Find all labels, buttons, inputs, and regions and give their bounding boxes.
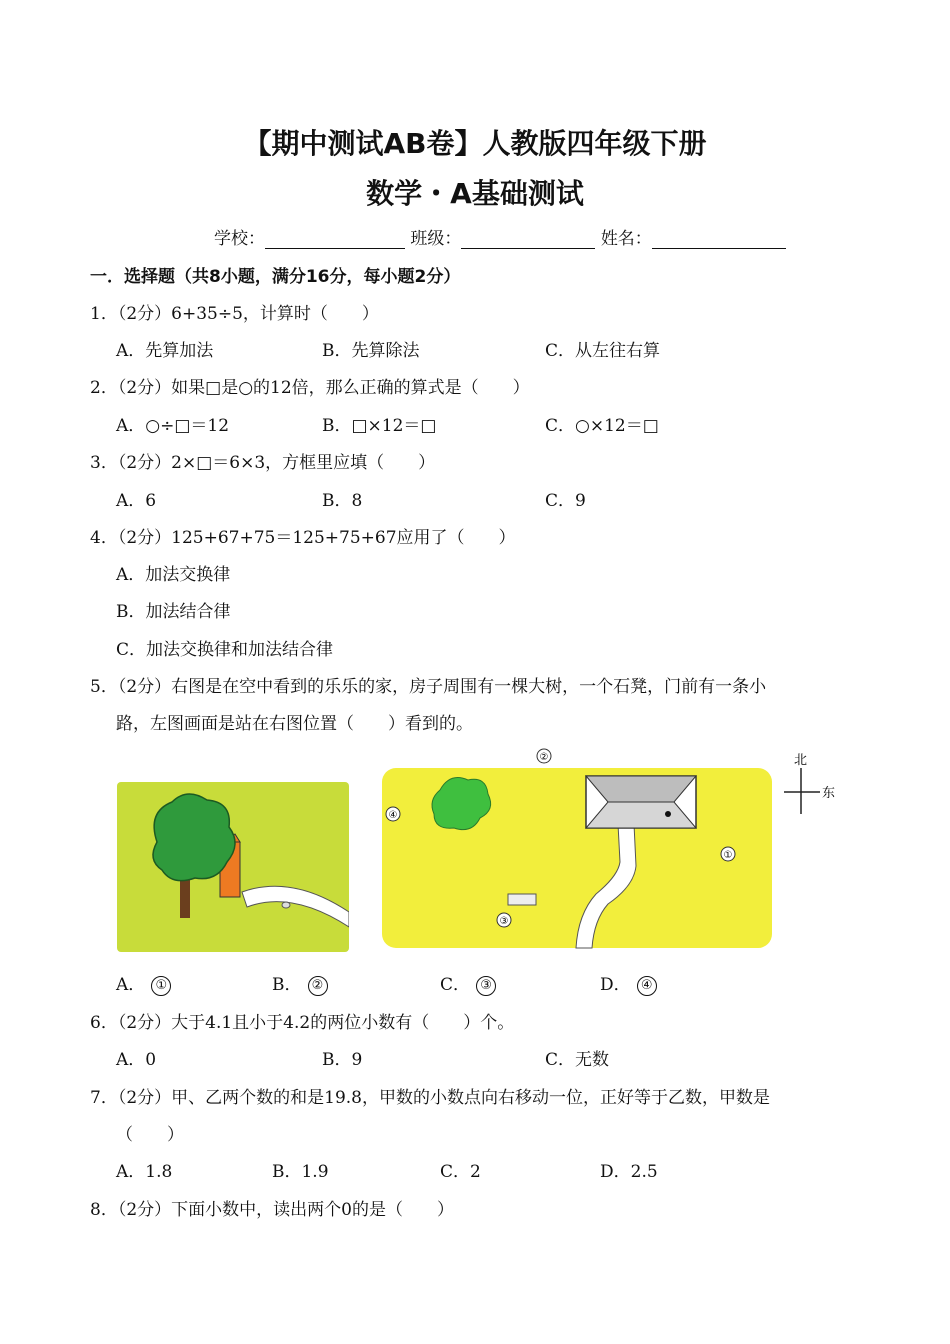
circle-number-3: ③ (476, 976, 496, 996)
question-text-cont: 路，左图画面是站在右图位置（ ）看到的。 (116, 714, 473, 734)
map-marker-3: ③ (499, 916, 509, 927)
circle-number-2: ② (308, 976, 328, 996)
question-text: （2分）甲、乙两个数的和是19.8，甲数的小数点向右移动一位，正好等于乙数，甲数是 (117, 1088, 770, 1108)
map-marker-1: ① (723, 850, 733, 861)
question-7 (90, 1083, 770, 1108)
class-blank[interactable] (461, 230, 595, 249)
question-text: （2分）大于4.1且小于4.2的两位小数有（ ）个。 (117, 1013, 515, 1033)
question-text: （2分）2×□＝6×3，方框里应填（ ） (117, 453, 436, 473)
option-b[interactable]: B．□×12＝□ (322, 416, 437, 436)
question-4 (90, 523, 516, 548)
question-number: 6． (90, 1013, 118, 1033)
map-marker-2: ② (539, 752, 549, 763)
compass (784, 753, 835, 814)
option-c[interactable]: C．9 (545, 491, 586, 511)
option-b[interactable]: B．先算除法 (322, 341, 420, 361)
question-2 (90, 373, 530, 398)
tree-crown (153, 794, 235, 881)
question-number: 7． (90, 1088, 118, 1108)
circle-number-4: ④ (637, 976, 657, 996)
option-c[interactable]: C．无数 (545, 1050, 610, 1070)
student-info (214, 224, 786, 249)
question-3 (90, 448, 435, 473)
option-c[interactable]: C．2 (440, 1162, 481, 1182)
question-5 (90, 672, 766, 697)
question-text: （2分）125+67+75＝125+75+67应用了（ ） (117, 528, 516, 548)
map-stone-bench (508, 894, 536, 905)
option-b[interactable]: B．加法结合律 (116, 602, 231, 622)
option-b[interactable]: B．8 (322, 491, 363, 511)
question-number: 1． (90, 304, 118, 324)
question-number: 8． (90, 1200, 118, 1220)
class-label: 班级： (410, 229, 462, 249)
question-text: （2分）右图是在空中看到的乐乐的家，房子周围有一棵大树，一个石凳，门前有一条小 (117, 677, 767, 697)
question-1 (90, 299, 379, 324)
question-8 (90, 1195, 454, 1220)
option-a[interactable]: A．1.8 (116, 1162, 173, 1182)
name-label: 姓名： (600, 229, 652, 249)
aerial-map (376, 744, 846, 954)
stone-bench (282, 902, 290, 908)
question-6 (90, 1008, 514, 1033)
question-number: 2． (90, 378, 118, 398)
question-number: 5． (90, 677, 118, 697)
map-marker-4: ④ (388, 810, 398, 821)
question-text: （2分）如果□是○的12倍，那么正确的算式是（ ） (117, 378, 530, 398)
school-label: 学校： (214, 229, 265, 249)
option-c[interactable]: C． ③ (440, 970, 496, 996)
option-b[interactable]: B．9 (322, 1050, 363, 1070)
view-picture (117, 782, 349, 952)
house-door (665, 811, 671, 817)
option-d[interactable]: D． ④ (600, 970, 657, 996)
question-text: （2分）6+35÷5，计算时（ ） (117, 304, 379, 324)
name-blank[interactable] (652, 230, 786, 249)
option-c[interactable]: C．○×12＝□ (545, 416, 659, 436)
school-blank[interactable] (265, 230, 405, 249)
option-a[interactable]: A．0 (116, 1050, 157, 1070)
circle-number-1: ① (151, 976, 171, 996)
option-a[interactable]: A． ① (116, 970, 171, 996)
option-a[interactable]: A．加法交换律 (116, 565, 231, 585)
question-number: 3． (90, 453, 118, 473)
question-text-cont: （ ） (116, 1125, 184, 1145)
option-a[interactable]: A．○÷□＝12 (116, 416, 230, 436)
option-a[interactable]: A．先算加法 (116, 341, 214, 361)
option-d[interactable]: D．2.5 (600, 1162, 658, 1182)
page-subtitle: 数学・A基础测试 (366, 177, 584, 210)
compass-east: 东 (822, 786, 836, 801)
option-b[interactable]: B． ② (272, 970, 328, 996)
question-number: 4． (90, 528, 118, 548)
option-c[interactable]: C．从左往右算 (545, 341, 661, 361)
option-c[interactable]: C．加法交换律和加法结合律 (116, 640, 334, 660)
section-heading: 一．选择题（共8小题，满分16分，每小题2分） (90, 267, 461, 287)
option-b[interactable]: B．1.9 (272, 1162, 329, 1182)
page-title: 【期中测试AB卷】人教版四年级下册 (243, 127, 707, 160)
compass-north: 北 (794, 753, 808, 768)
option-a[interactable]: A．6 (116, 491, 157, 511)
question-text: （2分）下面小数中，读出两个0的是（ ） (117, 1200, 454, 1220)
